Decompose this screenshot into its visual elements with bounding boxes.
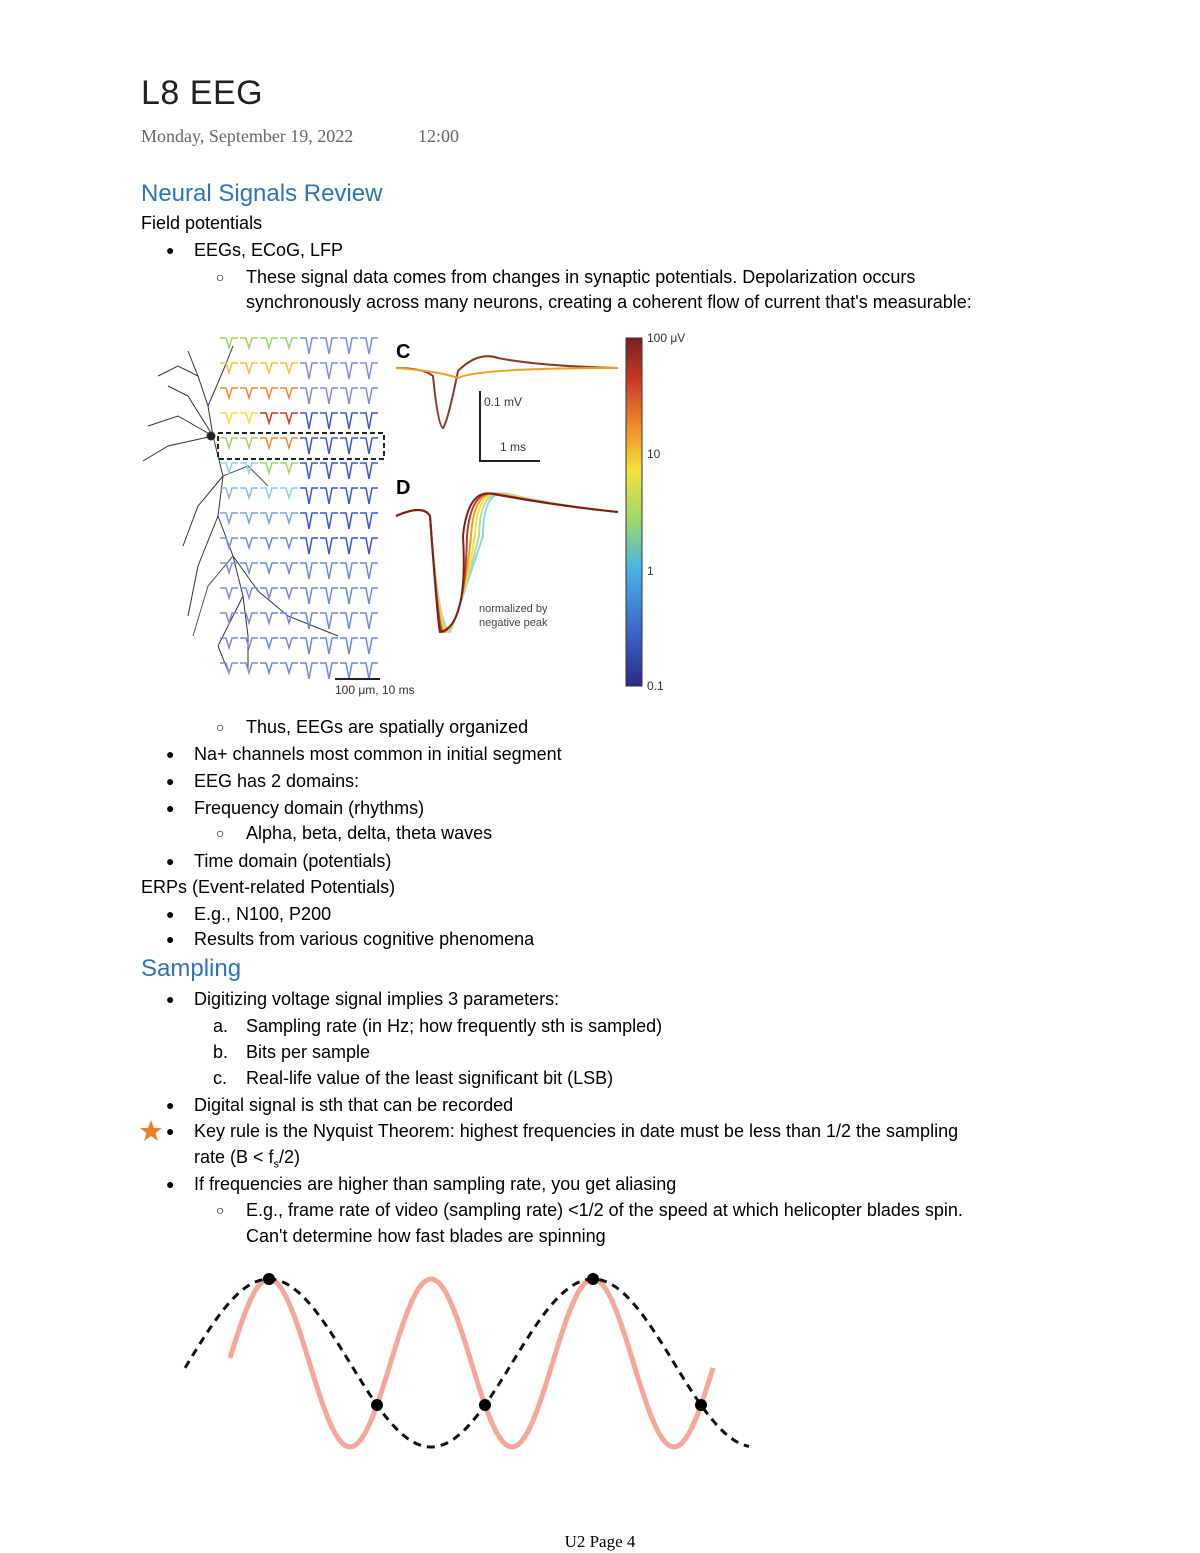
scale-mv-label: 0.1 mV: [484, 395, 523, 409]
trace: [260, 563, 278, 573]
trace: [280, 638, 298, 648]
highlight-box: [218, 433, 384, 459]
list-marker-b: b.: [213, 1042, 229, 1062]
trace: [320, 638, 338, 654]
nyquist-text-end: /2): [279, 1147, 301, 1167]
panel-c-label: C: [396, 341, 411, 363]
nyquist-subscript: s: [273, 1158, 280, 1171]
bullet-icon: ●: [166, 853, 175, 869]
norm-label-2: negative peak: [479, 617, 548, 629]
bullet-icon: ●: [166, 1123, 175, 1139]
trace: [220, 488, 238, 498]
trace: [360, 363, 378, 379]
list-item: Digitizing voltage signal implies 3 parameters:: [194, 989, 560, 1009]
bullet-icon: ●: [166, 906, 175, 922]
trace: [300, 438, 318, 454]
trace: [300, 563, 318, 579]
sample-point: [695, 1399, 707, 1411]
trace: [220, 538, 238, 548]
trace: [340, 513, 358, 529]
trace: [240, 663, 258, 673]
trace: [300, 463, 318, 479]
trace: [220, 613, 238, 623]
field-potentials-label: Field potentials: [141, 213, 263, 233]
sample-point: [263, 1273, 275, 1285]
trace: [300, 513, 318, 529]
list-item-continued: synchronously across many neurons, creating a coherent flow of current that's measurable:: [246, 292, 972, 312]
trace: [260, 438, 278, 448]
trace: [340, 638, 358, 654]
trace: [340, 388, 358, 404]
trace: [360, 438, 378, 454]
list-marker-a: a.: [213, 1016, 229, 1036]
list-item: Key rule is the Nyquist Theorem: highest frequencies in date must be less than 1/2 the sampling: [194, 1121, 959, 1141]
trace: [360, 413, 378, 429]
panel-d-label: D: [396, 477, 411, 499]
trace: [280, 663, 298, 673]
bullet-icon: ●: [166, 773, 175, 789]
list-item: EEGs, ECoG, LFP: [194, 240, 344, 260]
norm-label-1: normalized by: [479, 603, 548, 615]
sub-bullet-icon: ○: [216, 269, 225, 285]
trace: [340, 438, 358, 454]
trace: [360, 613, 378, 629]
trace: [300, 363, 318, 379]
aliased-wave: [185, 1279, 749, 1447]
trace: [260, 513, 278, 523]
trace: [320, 538, 338, 554]
trace: [300, 588, 318, 604]
trace: [340, 463, 358, 479]
list-item: Thus, EEGs are spatially organized: [246, 717, 529, 737]
trace: [280, 363, 298, 373]
trace: [300, 638, 318, 654]
star-icon: [139, 1119, 163, 1143]
trace: [300, 338, 318, 354]
trace: [360, 563, 378, 579]
list-item: Bits per sample: [246, 1042, 371, 1062]
trace: [340, 588, 358, 604]
sub-bullet-icon: ○: [216, 1202, 225, 1218]
trace: [300, 388, 318, 404]
trace: [360, 338, 378, 354]
trace: [240, 538, 258, 548]
trace: [320, 613, 338, 629]
list-item: Time domain (potentials): [194, 851, 392, 871]
trace: [260, 338, 278, 348]
trace: [340, 488, 358, 504]
trace: [360, 388, 378, 404]
page-footer: U2 Page 4: [564, 1532, 636, 1551]
trace: [220, 638, 238, 648]
bullet-icon: ●: [166, 800, 175, 816]
erps-label: ERPs (Event-related Potentials): [141, 877, 396, 897]
trace: [320, 488, 338, 504]
trace: [360, 638, 378, 654]
trace: [320, 338, 338, 354]
trace: [280, 338, 298, 348]
trace: [360, 488, 378, 504]
trace: [320, 463, 338, 479]
trace: [280, 388, 298, 398]
neural-signal-figure: [138, 316, 718, 701]
trace: [240, 638, 258, 648]
list-item: Real-life value of the least significant bit (LSB): [246, 1068, 614, 1088]
list-item: Sampling rate (in Hz; how frequently sth is sampled): [246, 1016, 663, 1036]
list-item-continued: Can't determine how fast blades are spinning: [246, 1226, 606, 1246]
trace: [340, 363, 358, 379]
sample-point: [587, 1273, 599, 1285]
trace: [280, 538, 298, 548]
trace: [340, 613, 358, 629]
list-item: These signal data comes from changes in synaptic potentials. Depolarization occurs: [246, 267, 916, 287]
bullet-icon: ●: [166, 1097, 175, 1113]
bullet-icon: ●: [166, 1176, 175, 1192]
sub-bullet-icon: ○: [216, 719, 225, 735]
list-item: E.g., N100, P200: [194, 904, 332, 924]
trace: [260, 463, 278, 473]
trace: [280, 563, 298, 573]
trace: [260, 413, 278, 423]
trace: [260, 388, 278, 398]
colorbar: [626, 338, 642, 686]
trace: [240, 438, 258, 448]
bullet-icon: ●: [166, 931, 175, 947]
trace: [260, 488, 278, 498]
sample-point: [371, 1399, 383, 1411]
trace: [320, 388, 338, 404]
list-item: Na+ channels most common in initial segment: [194, 744, 562, 764]
trace: [300, 413, 318, 429]
trace: [280, 413, 298, 423]
list-item-continued: [194, 1146, 300, 1176]
trace: [260, 363, 278, 373]
trace: [220, 338, 238, 348]
bullet-icon: ●: [166, 242, 175, 258]
signal-wave: [230, 1279, 713, 1447]
trace: [320, 513, 338, 529]
trace: [340, 663, 358, 679]
trace: [240, 413, 258, 423]
trace: [360, 538, 378, 554]
trace: [340, 338, 358, 354]
trace: [340, 563, 358, 579]
trace: [320, 413, 338, 429]
list-item: Alpha, beta, delta, theta waves: [246, 823, 493, 843]
trace: [260, 588, 278, 598]
bullet-icon: ●: [166, 746, 175, 762]
trace: [340, 538, 358, 554]
trace: [280, 438, 298, 448]
trace: [360, 463, 378, 479]
trace: [220, 438, 238, 448]
trace: [240, 563, 258, 573]
page-title: L8 EEG: [141, 74, 264, 112]
list-item: Results from various cognitive phenomena: [194, 929, 535, 949]
trace: [240, 613, 258, 623]
trace: [360, 663, 378, 679]
trace: [300, 488, 318, 504]
trace: [240, 513, 258, 523]
list-item: EEG has 2 domains:: [194, 771, 360, 791]
trace: [320, 363, 338, 379]
trace: [260, 638, 278, 648]
trace: [260, 538, 278, 548]
trace: [280, 488, 298, 498]
trace: [260, 663, 278, 673]
colorbar-10-label: 10: [647, 447, 661, 461]
page-time: 12:00: [418, 126, 460, 146]
trace: [260, 613, 278, 623]
bullet-icon: ●: [166, 991, 175, 1007]
trace: [220, 388, 238, 398]
aliasing-diagram: [180, 1268, 760, 1458]
list-marker-c: c.: [213, 1068, 228, 1088]
trace: [220, 413, 238, 423]
trace: [220, 588, 238, 598]
sub-bullet-icon: ○: [216, 825, 225, 841]
list-item: E.g., frame rate of video (sampling rate) <1/2 of the speed at which helicopter blades spin.: [246, 1200, 963, 1220]
trace: [300, 663, 318, 679]
trace: [240, 488, 258, 498]
trace: [300, 538, 318, 554]
trace: [340, 413, 358, 429]
section-heading-sampling: Sampling: [141, 955, 242, 982]
page-date: Monday, September 19, 2022: [141, 126, 354, 146]
colorbar-1-label: 1: [647, 564, 654, 578]
trace: [280, 513, 298, 523]
trace: [320, 438, 338, 454]
section-heading-neural: Neural Signals Review: [141, 180, 383, 207]
neuron-drawing: [143, 346, 338, 671]
trace: [360, 513, 378, 529]
list-item: If frequencies are higher than sampling rate, you get aliasing: [194, 1174, 677, 1194]
trace: [240, 388, 258, 398]
colorbar-bottom-label: 0.1: [647, 679, 664, 693]
trace: [280, 463, 298, 473]
list-item: Frequency domain (rhythms): [194, 798, 425, 818]
sample-point: [479, 1399, 491, 1411]
trace: [320, 663, 338, 679]
trace: [280, 588, 298, 598]
scale-ms-label: 1 ms: [500, 440, 527, 454]
trace: [220, 663, 238, 673]
scale-um-label: 100 μm, 10 ms: [335, 683, 415, 697]
nyquist-text: rate (B < f: [194, 1147, 274, 1167]
trace: [320, 588, 338, 604]
colorbar-top-label: 100 μV: [647, 331, 686, 345]
trace: [280, 613, 298, 623]
panel-c-trace: [396, 356, 618, 428]
trace-grid: [220, 338, 378, 679]
trace: [240, 363, 258, 373]
trace: [220, 513, 238, 523]
trace: [360, 588, 378, 604]
trace: [320, 563, 338, 579]
trace: [240, 338, 258, 348]
list-item: Digital signal is sth that can be recorded: [194, 1095, 514, 1115]
